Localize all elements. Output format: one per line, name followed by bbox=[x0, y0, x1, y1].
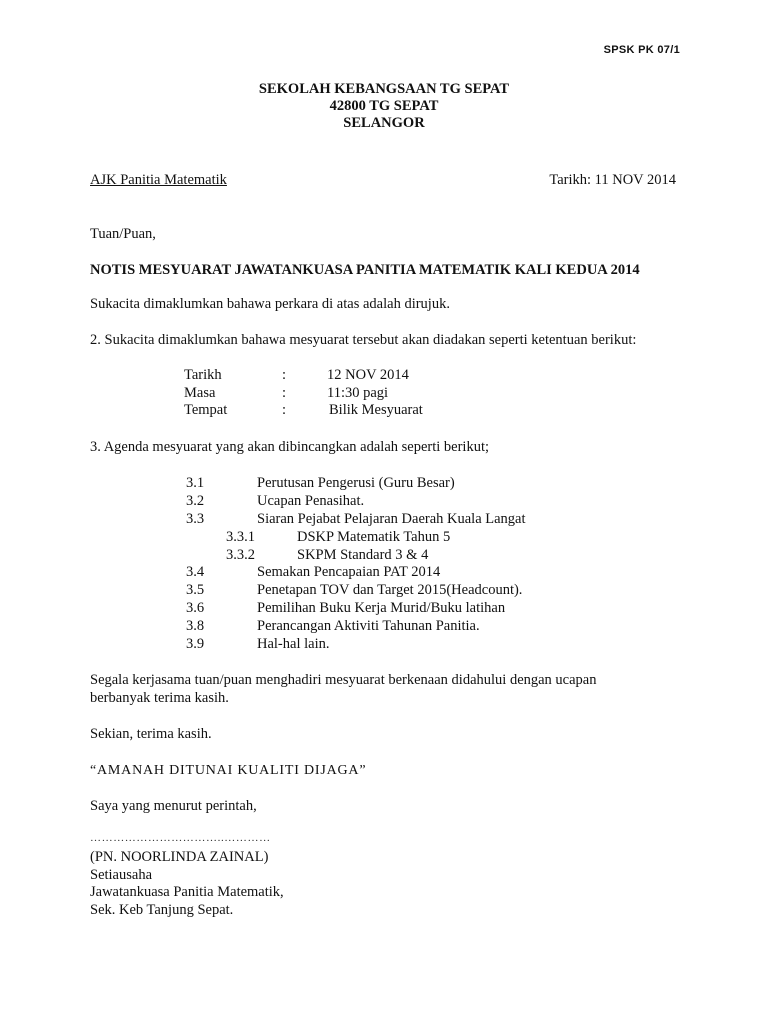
agenda-item bbox=[186, 636, 606, 654]
agenda-number: 3.1 bbox=[186, 475, 205, 491]
closing-line: Segala kerjasama tuan/puan menghadiri mesyuarat berkenaan didahului dengan ucapan bbox=[90, 672, 597, 688]
agenda-number: 3.9 bbox=[186, 636, 205, 653]
detail-colon: : bbox=[282, 402, 287, 418]
agenda-number: 3.5 bbox=[186, 582, 205, 599]
detail-value: 12 NOV 2014 bbox=[327, 367, 409, 383]
signatory-block bbox=[90, 849, 284, 920]
signatory-committee: Jawatankuasa Panitia Matematik, bbox=[90, 884, 284, 901]
agenda-text: DSKP Matematik Tahun 5 bbox=[297, 528, 451, 545]
paragraph-3: 3. Agenda mesyuarat yang akan dibincangkan adalah seperti berikut; bbox=[90, 439, 490, 455]
agenda-item bbox=[186, 493, 606, 511]
school-state: SELANGOR bbox=[343, 115, 425, 131]
agenda-item bbox=[186, 618, 606, 636]
agenda-subitem bbox=[186, 547, 606, 565]
detail-label: Masa bbox=[184, 384, 216, 401]
agenda-item bbox=[186, 511, 606, 529]
detail-row-date bbox=[184, 367, 484, 385]
signatory-school: Sek. Keb Tanjung Sepat. bbox=[90, 902, 234, 919]
school-header bbox=[0, 81, 768, 132]
agenda-text: Semakan Pencapaian PAT 2014 bbox=[257, 564, 441, 581]
sign-off: Sekian, terima kasih. bbox=[90, 726, 212, 742]
addressee-row bbox=[90, 172, 676, 190]
detail-colon: : bbox=[282, 367, 287, 383]
paragraph-2: 2. Sukacita dimaklumkan bahawa mesyuarat tersebut akan diadakan seperti ketentuan berikut: bbox=[90, 332, 637, 348]
agenda-text: Siaran Pejabat Pelajaran Daerah Kuala Langat bbox=[257, 510, 526, 527]
agenda-text: Pemilihan Buku Kerja Murid/Buku latihan bbox=[257, 600, 506, 617]
signature-line: ……………………………..………… bbox=[90, 832, 271, 844]
motto: “AMANAH DITUNAI KUALITI DIJAGA” bbox=[90, 763, 367, 778]
agenda-item bbox=[186, 475, 606, 493]
agenda-text: Penetapan TOV dan Target 2015(Headcount). bbox=[257, 582, 523, 599]
detail-value: Bilik Mesyuarat bbox=[329, 402, 423, 418]
agenda-list bbox=[186, 475, 606, 654]
reference-code: SPSK PK 07/1 bbox=[603, 44, 680, 56]
agenda-number: 3.2 bbox=[186, 492, 205, 509]
agenda-number: 3.8 bbox=[186, 618, 205, 635]
closing-line: berbanyak terima kasih. bbox=[90, 690, 229, 706]
agenda-item bbox=[186, 564, 606, 582]
salutation: Tuan/Puan, bbox=[90, 226, 156, 242]
school-postcode: 42800 TG SEPAT bbox=[329, 98, 439, 114]
detail-row-time bbox=[184, 385, 484, 403]
agenda-item bbox=[186, 582, 606, 600]
agenda-number: 3.3 bbox=[186, 510, 205, 527]
signatory-name: (PN. NOORLINDA ZAINAL) bbox=[90, 849, 269, 865]
agenda-number: 3.6 bbox=[186, 600, 205, 617]
agenda-subitem bbox=[186, 529, 606, 547]
agenda-text: Ucapan Penasihat. bbox=[257, 492, 365, 509]
school-name: SEKOLAH KEBANGSAAN TG SEPAT bbox=[258, 81, 510, 97]
detail-row-venue bbox=[184, 402, 484, 420]
detail-colon: : bbox=[282, 384, 287, 401]
addressee: AJK Panitia Matematik bbox=[90, 172, 227, 188]
agenda-number: 3.3.2 bbox=[226, 546, 255, 563]
agenda-text: Hal-hal lain. bbox=[257, 636, 330, 653]
detail-label: Tarikh bbox=[184, 367, 222, 383]
saya-line: Saya yang menurut perintah, bbox=[90, 798, 257, 814]
agenda-text: Perancangan Aktiviti Tahunan Panitia. bbox=[257, 618, 480, 635]
agenda-number: 3.4 bbox=[186, 564, 205, 581]
signatory-position: Setiausaha bbox=[90, 866, 153, 883]
detail-value: 11:30 pagi bbox=[327, 384, 389, 401]
agenda-text: SKPM Standard 3 & 4 bbox=[297, 546, 429, 563]
agenda-text: Perutusan Pengerusi (Guru Besar) bbox=[257, 475, 455, 491]
agenda-number: 3.3.1 bbox=[226, 528, 255, 545]
agenda-item bbox=[186, 600, 606, 618]
closing-paragraph bbox=[90, 671, 650, 707]
detail-label: Tempat bbox=[184, 402, 228, 418]
subject-heading: NOTIS MESYUARAT JAWATANKUASA PANITIA MATEMATIK KALI KEDUA 2014 bbox=[90, 262, 640, 278]
meeting-details bbox=[184, 367, 484, 420]
paragraph-1: Sukacita dimaklumkan bahawa perkara di atas adalah dirujuk. bbox=[90, 296, 450, 312]
letter-date: Tarikh: 11 NOV 2014 bbox=[549, 172, 676, 188]
